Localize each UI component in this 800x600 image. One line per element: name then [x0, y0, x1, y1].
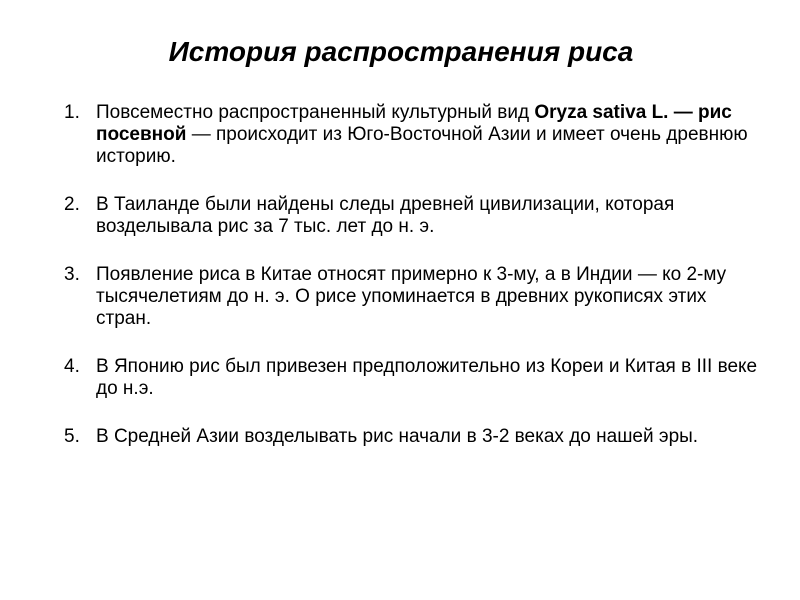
- slide-title: История распространения риса: [168, 36, 634, 67]
- item-number: 4.: [64, 356, 80, 377]
- item-text: В Средней Азии возделывать рис начали в 3-2 веках до нашей эры.: [96, 426, 699, 447]
- item-text-part: Повсеместно распространенный культурный вид: [96, 102, 535, 123]
- list-item-3: [64, 264, 764, 330]
- item-number: 2.: [64, 194, 80, 215]
- item-number: 5.: [64, 426, 80, 447]
- item-text-part: — происходит из Юго-Восточной Азии и имеет очень древнюю историю.: [96, 124, 748, 167]
- item-text: [96, 102, 764, 168]
- item-text: В Японию рис был привезен предположительно из Кореи и Китая в III веке до н.э.: [96, 356, 758, 399]
- list-item-2: [64, 194, 764, 238]
- history-list: [64, 102, 764, 474]
- species-name: Oryza sativa L. — рис посевной: [96, 102, 732, 145]
- item-number: 1.: [64, 102, 80, 123]
- item-text: Появление риса в Китае относят примерно к 3-му, а в Индии — ко 2-му тысячелетиям до н. э. О рисе упоминается в древних рукописях этих стран.: [96, 264, 727, 329]
- list-item-5: [64, 426, 764, 448]
- list-item-4: [64, 356, 764, 400]
- list-item-1: [64, 102, 764, 168]
- item-number: 3.: [64, 264, 80, 285]
- item-text: В Таиланде были найдены следы древней цивилизации, которая возделывала рис за 7 тыс. лет до н. э.: [96, 194, 675, 237]
